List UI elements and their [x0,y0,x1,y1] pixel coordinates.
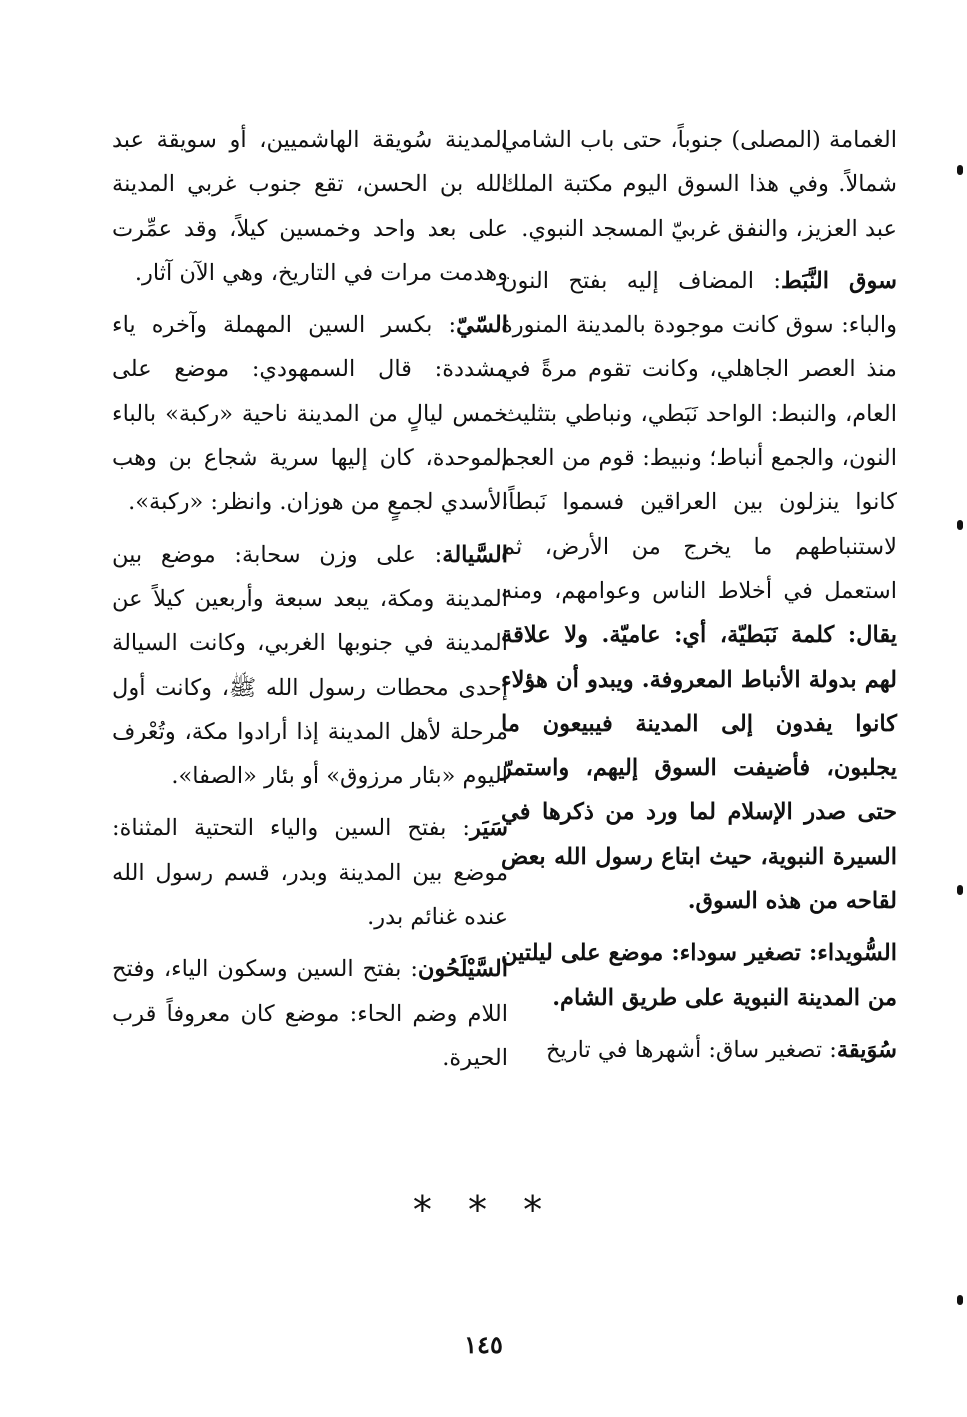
right-column [501,118,897,1080]
paragraph-continuation [112,118,508,295]
entry-al-sayy [112,303,508,524]
paragraph-continuation [501,118,897,251]
scan-margin-mark [957,1295,963,1305]
entry-sayar [112,806,508,939]
entry-heading: السُّويداء [817,940,897,967]
entry-heading: سوق النَّبَط [780,267,897,294]
scan-margin-mark [957,520,963,530]
entry-heading: سُوَيقة [836,1036,897,1063]
page-number: ١٤٥ [464,1330,503,1359]
entry-heading: سَيَر [469,815,508,842]
paragraph-text: الغمامة (المصلى) جنوباً، حتى باب الشامي شمالاً. وفي هذا السوق اليوم مكتبة الملك عبد العزيز، والنفق غربيّ المسجد النبوي. [501,127,897,242]
entry-text: : تصغير ساق: أشهرها في تاريخ [546,1036,837,1063]
section-divider: * * * [412,1188,555,1232]
entry-souq-al-nabat [501,259,897,923]
entry-al-saylahun [112,947,508,1080]
entry-text: : بفتح السين والياء التحتية المثناة: موضع بين المدينة وبدر، قسم رسول الله عنده غنائم بدر. [112,815,508,931]
paragraph-text: المدينة سُويقة الهاشميين، أو سويقة عبد الله بن الحسن، تقع جنوب غربي المدينة على بعد واحد وخمسين كيلاً، وقد عمِّرت وهدمت مرات في التاريخ، وهي الآن آثار. [112,127,508,286]
entry-suwayqa [501,1028,897,1072]
entry-heading: السَّيْلَحُون [417,956,508,983]
entry-text-bold: يقال: كلمة نَبَطيّة، أي: عاميّة. ولا علاقة لهم بدولة الأنباط المعروفة. ويبدو أن هؤلاء كانوا يفدون إلى المدينة فيبيعون ما يجلبون، فأضيفت السوق إليهم، واستمرّ حتى صدر الإسلام لما ورد من ذكرها في السيرة النبوية، حيث ابتاع رسول الله بعض لقاحه من هذه السوق. [501,622,897,915]
entry-text: : على وزن سحابة: موضع بين المدينة ومكة، يبعد سبعة وأربعين كيلاً عن المدينة في جنوبها الغربي، وكانت السيالة إحدى محطات رسول الله ﷺ، وكانت أول مرحلة لأهل المدينة إذا أرادوا مكة، وتُعْرف اليوم «بئار مرزوق» أو بئار «الصفا». [112,541,508,790]
entry-text: : بفتح السين وسكون الياء، وفتح اللام وضم الحاء: موضع كان معروفاً قرب الحيرة. [112,956,508,1071]
entry-al-sayala [112,533,508,799]
entry-heading: السّيّ [456,312,508,339]
scan-margin-mark [957,885,963,895]
entry-text: : بكسر السين المهملة وآخره ياء مشددة: قال السمهودي: موضع على خمس ليالٍ من المدينة ناحية «ركبة» بالباء الموحدة، كان إليها سرية شجاع بن وهب الأسدي لجمعٍ من هوزان. وانظر: «ركبة». [112,312,508,516]
entry-al-suwayda [501,931,897,1020]
entry-text: : تصغير سوداء: موضع على ليلتين من المدينة النبوية على طريق الشام. [501,940,897,1011]
scan-margin-mark [957,165,963,175]
entry-heading: السَّيالة [442,541,508,568]
left-column [112,118,508,1088]
entry-text: : المضاف إليه بفتح النون والباء: سوق كانت موجودة بالمدينة المنورة منذ العصر الجاهلي، وكانت تقوم مرةً في العام، والنبط: الواحد نَبَطي، ونباطي بتثليث النون، والجمع أنباط؛ ونبيط: قوم من العجم كانوا ينزلون بين العراقين فسموا نَبطاً، لاستنباطهم ما يخرج من الأرض، ثم استعمل في أخلاط الناس وعوامهم، ومنه [501,267,897,604]
